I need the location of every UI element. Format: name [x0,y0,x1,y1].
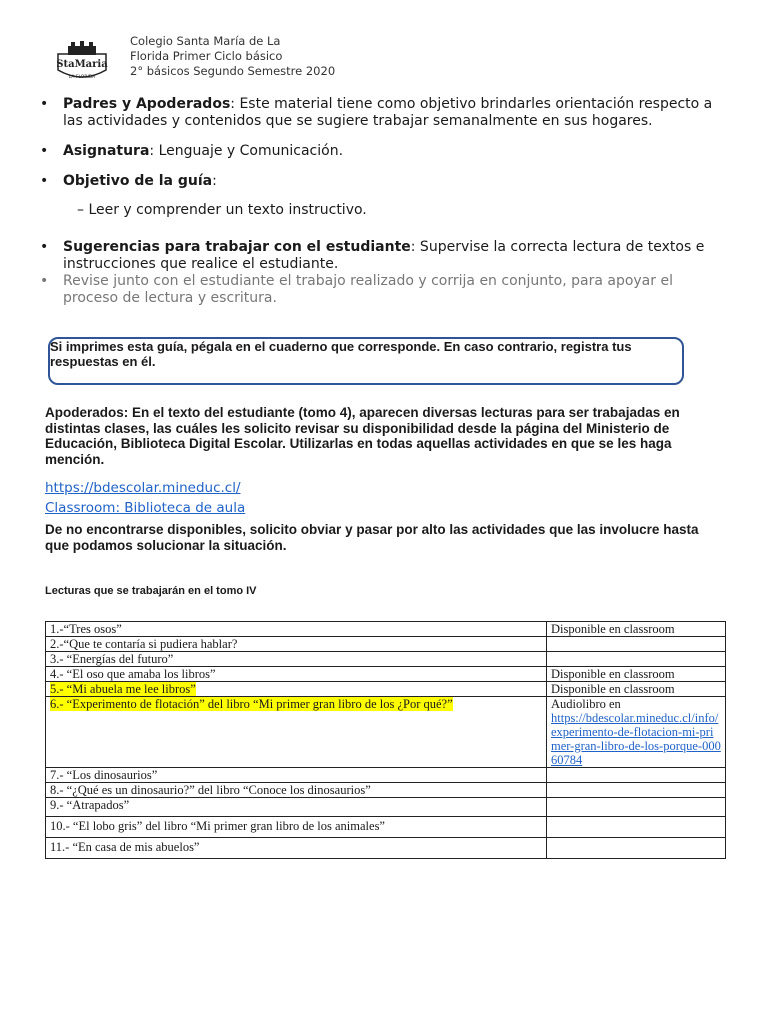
reading-title: 3.- “Energías del futuro” [46,652,547,667]
readings-title: Lecturas que se trabajarán en el tomo IV [45,585,257,597]
reading-note [547,783,726,798]
table-row [46,667,726,682]
table-row [46,637,726,652]
reading-note: Disponible en classroom [547,622,726,637]
reading-title-cell [46,697,547,768]
subject-label: Asignatura [63,143,150,159]
page-header [44,34,724,84]
reading-title: 7.- “Los dinosaurios” [46,768,547,783]
links-block [45,477,245,517]
suggestions-item [40,239,730,273]
reading-note [547,798,726,817]
table-row [46,838,726,859]
review-item [40,273,730,307]
reading-note: Disponible en classroom [547,682,726,697]
print-notice-box [48,337,684,385]
objective-item [40,173,730,190]
bdescolar-link[interactable]: https://bdescolar.mineduc.cl/ [45,480,241,496]
table-row [46,817,726,838]
logo-text: StaMaria [56,59,108,70]
objective-text: : [212,173,217,189]
table-row [46,798,726,817]
reading-title: 8.- “¿Qué es un dinosaurio?” del libro “Conoce los dinosaurios” [46,783,547,798]
reading-note [547,817,726,838]
table-row [46,652,726,667]
subject-item [40,143,730,160]
reading-note [547,838,726,859]
reading-note-cell [547,697,726,768]
reading-title: 2.-“Que te contaría si pudiera hablar? [46,637,547,652]
suggestions-label: Sugerencias para trabajar con el estudiante [63,239,411,255]
reading-title: 9.- “Atrapados” [46,798,547,817]
reading-note [547,652,726,667]
objective-detail: – Leer y comprender un texto instructivo. [77,202,367,218]
parents-item [40,96,730,130]
table-row [46,783,726,798]
subject-text: : Lenguaje y Comunicación. [149,143,344,159]
unavailable-paragraph: De no encontrarse disponibles, solicito obviar y pasar por alto las actividades que las involucre hasta que podamos solucionar la situación. [45,522,699,553]
suggestions-text: : Supervise la correcta lectura de textos e instrucciones que realice el estudiante. [63,239,705,272]
table-row [46,622,726,637]
guide-info-list [40,96,730,307]
reading-note [547,768,726,783]
reading-note: Disponible en classroom [547,667,726,682]
objective-label: Objetivo de la guía [63,173,213,189]
school-line: 2° básicos Segundo Semestre 2020 [130,64,336,78]
reading-note: Audiolibro en [551,697,621,711]
school-logo [44,40,120,82]
reading-title-cell [46,682,547,697]
table-row [46,682,726,697]
logo-subtext: LA FLORIDA [68,75,96,80]
parents-label: Padres y Apoderados [63,96,231,112]
reading-title: 6.- “Experimento de flotación” del libro “Mi primer gran libro de los ¿Por qué?” [50,697,453,711]
reading-title: 5.- “Mi abuela me lee libros” [50,682,196,696]
audiobook-link[interactable]: https://bdescolar.mineduc.cl/info/experimento-de-flotacion-mi-primer-gran-libro-de-los-porque-00060784 [551,711,721,767]
guardians-paragraph: Apoderados: En el texto del estudiante (tomo 4), aparecen diversas lecturas para ser trabajadas en distintas clases, las cuáles les solicito revisar su disponibilidad desde la página del Ministerio de Educación, Biblioteca Digital Escolar. Utilizarlas en todas aquellas actividades en que se les haga mención. [45,405,680,467]
school-line: Florida Primer Ciclo básico [130,49,283,63]
reading-note [547,637,726,652]
classroom-link[interactable]: Classroom: Biblioteca de aula [45,500,246,516]
reading-title: 1.-“Tres osos” [46,622,547,637]
parents-text: : Este material tiene como objetivo brindarles orientación respecto a las actividades y contenidos que se sugiere trabajar semanalmente en sus hogares. [63,96,713,129]
review-text: Revise junto con el estudiante el trabajo realizado y corrija en conjunto, para apoyar el proceso de lectura y escritura. [63,273,673,306]
table-row [46,697,726,768]
table-row [46,768,726,783]
readings-table [45,621,726,859]
reading-title: 10.- “El lobo gris” del libro “Mi primer gran libro de los animales” [46,817,547,838]
reading-title: 11.- “En casa de mis abuelos” [46,838,547,859]
school-line: Colegio Santa María de La [130,34,281,48]
print-notice-text: Si imprimes esta guía, pégala en el cuaderno que corresponde. En caso contrario, registra tus respuestas en él. [50,339,632,369]
reading-title: 4.- “El oso que amaba los libros” [46,667,547,682]
school-info [130,34,335,79]
